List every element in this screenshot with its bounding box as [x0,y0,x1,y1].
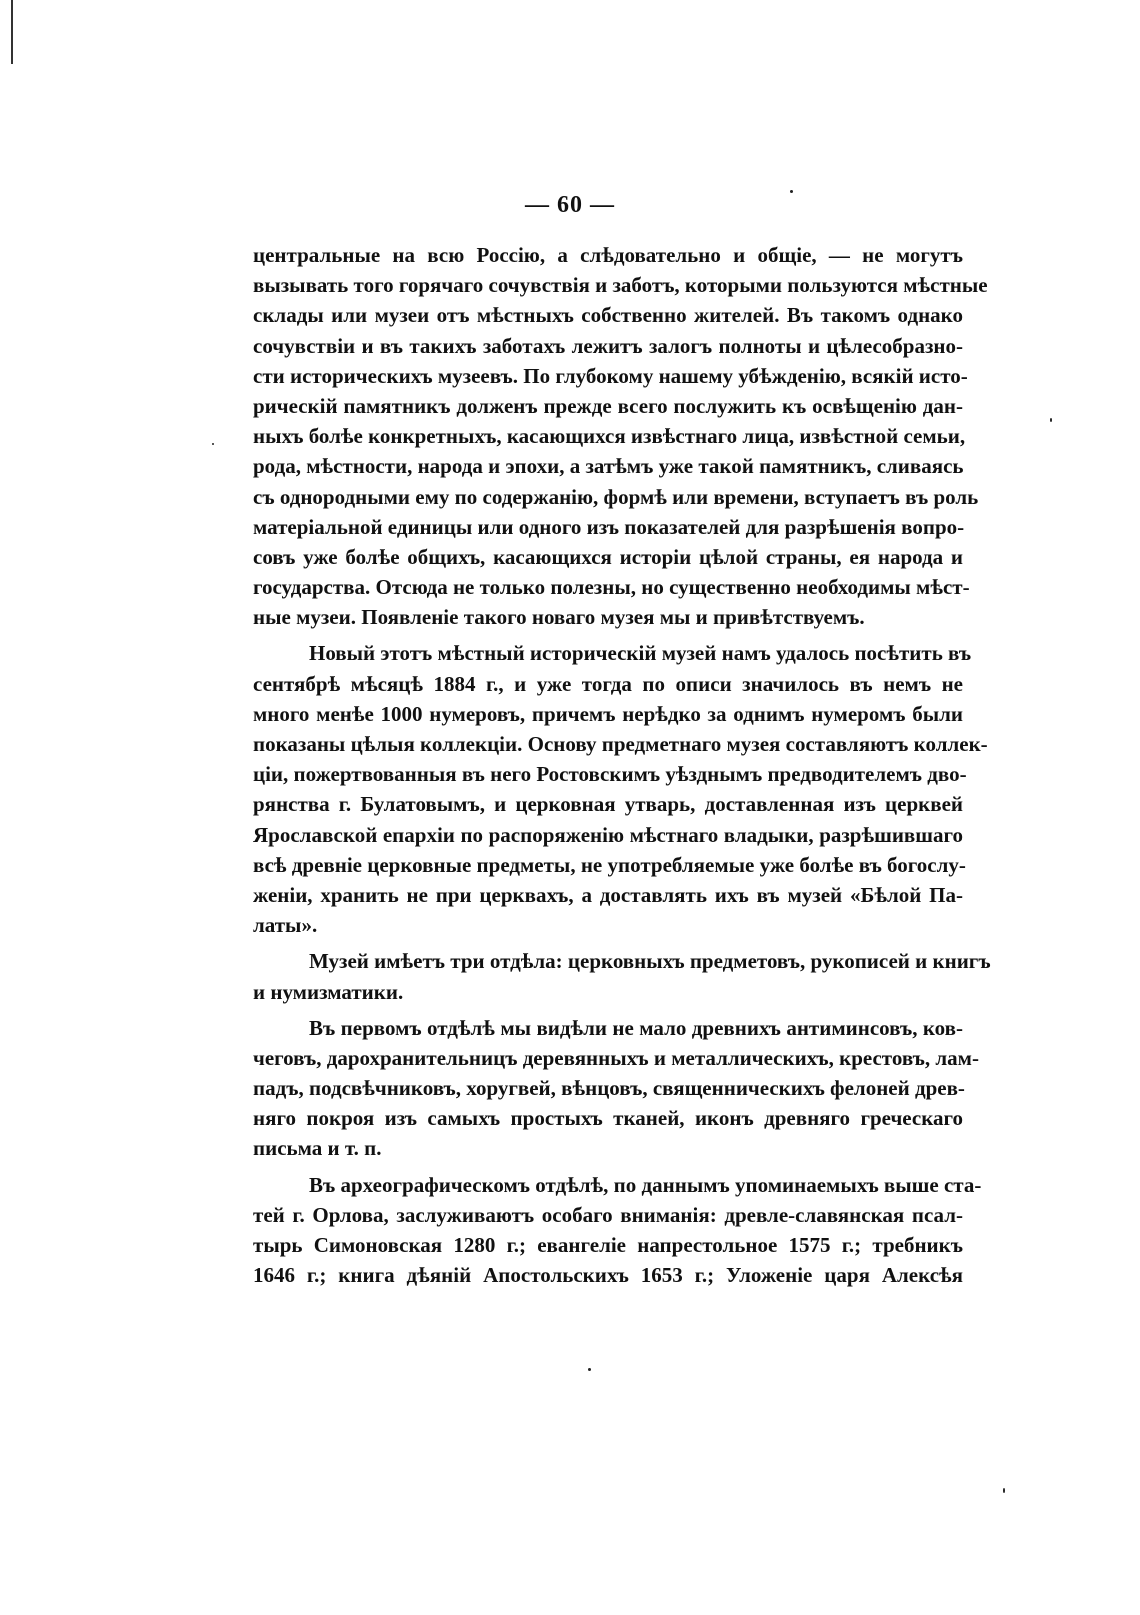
text-line: совъ уже болѣе общихъ, касающихся исторіи цѣлой страны, ея народа и [253,544,963,569]
text-line: вызывать того горячаго сочувствія и заботъ, которыми пользуются мѣстные [253,273,988,298]
text-line: чеговъ, дарохранительницъ деревянныхъ и металлическихъ, крестовъ, лам- [253,1045,979,1070]
text-line: падъ, подсвѣчниковъ, хоругвей, вѣнцовъ, священническихъ фелоней древ- [253,1076,965,1101]
text-line: письма и т. п. [253,1136,382,1161]
text-line: и нумизматики. [253,979,404,1004]
text-line: Ярославской епархіи по распоряженію мѣстнаго владыки, разрѣшившаго [253,822,963,847]
text-line: 1646 г.; книга дѣяній Апостольскихъ 1653 г.; Уложеніе царя Алексѣя [253,1263,963,1288]
text-line: Въ первомъ отдѣлѣ мы видѣли не мало древнихъ антиминсовъ, ков- [309,1015,963,1040]
text-line: Музей имѣетъ три отдѣла: церковныхъ предметовъ, рукописей и книгъ [309,949,991,974]
scan-speck [1003,1488,1005,1493]
text-line: тырь Симоновская 1280 г.; евангеліе напрестольное 1575 г.; требникъ [253,1233,963,1257]
text-line: много менѣе 1000 нумеровъ, причемъ нерѣдко за однимъ нумеромъ были [253,701,963,726]
text-line: рянства г. Булатовымъ, и церковная утварь, доставленная изъ церквей [253,792,963,817]
paragraph-3 [253,946,991,1006]
text-line: сти историческихъ музеевъ. По глубокому нашему убѣжденію, всякій исто- [253,363,968,388]
scan-speck [790,190,793,193]
page-number: — 60 — [525,192,615,218]
body-text [253,240,991,1296]
scan-speck [588,1368,591,1371]
text-line: ныхъ болѣе конкретныхъ, касающихся извѣстнаго лица, извѣстной семьи, [253,424,966,449]
text-line: рическій памятникъ долженъ прежде всего послужить къ освѣщенію дан- [253,393,963,418]
text-line: женіи, хранить не при церквахъ, а доставлять ихъ въ музей «Бѣлой Па- [253,882,963,907]
text-line: центральные на всю Россію, а слѣдовательно и общіе, — не могутъ [253,243,963,267]
text-line: показаны цѣлыя коллекціи. Основу предметнаго музея составляютъ коллек- [253,732,988,756]
text-line: тей г. Орлова, заслуживаютъ особаго вниманія: древле-славянская псал- [253,1202,963,1227]
paragraph-4 [253,1013,979,1164]
text-line: сентябрѣ мѣсяцѣ 1884 г., и уже тогда по описи значилось въ немъ не [253,671,963,696]
paragraph-1 [253,240,988,632]
text-line: ціи, пожертвованныя въ него Ростовскимъ уѣзднымъ предводителемъ дво- [253,762,967,787]
text-line: матеріальной единицы или одного изъ показателей для разрѣшенія вопро- [253,514,965,539]
text-line: государства. Отсюда не только полезны, но существенно необходимы мѣст- [253,575,970,600]
text-line: всѣ древніе церковные предметы, не употребляемые уже болѣе въ богослу- [253,852,966,877]
text-line: склады или музеи отъ мѣстныхъ собственно жителей. Въ такомъ однако [253,303,963,328]
text-line: съ однородными ему по содержанію, формѣ или времени, вступаетъ въ роль [253,484,979,509]
text-line: ные музеи. Появленіе такого новаго музея мы и привѣтствуемъ. [253,605,865,630]
text-line: Въ археографическомъ отдѣлѣ, по даннымъ упоминаемыхъ выше ста- [309,1172,982,1197]
scan-edge-mark [11,0,13,64]
text-line: латы». [253,913,318,938]
scan-speck [212,443,214,445]
text-line: няго покроя изъ самыхъ простыхъ тканей, иконъ древняго греческаго [253,1106,963,1131]
paragraph-2 [253,638,988,940]
scan-speck [1050,418,1052,422]
paragraph-5 [253,1170,982,1291]
text-line: сочувствіи и въ такихъ заботахъ лежитъ залогъ полноты и цѣлесобразно- [253,333,963,358]
text-line: рода, мѣстности, народа и эпохи, а затѣмъ уже такой памятникъ, сливаясь [253,454,964,479]
text-line: Новый этотъ мѣстный историческій музей намъ удалось посѣтить въ [309,641,972,666]
